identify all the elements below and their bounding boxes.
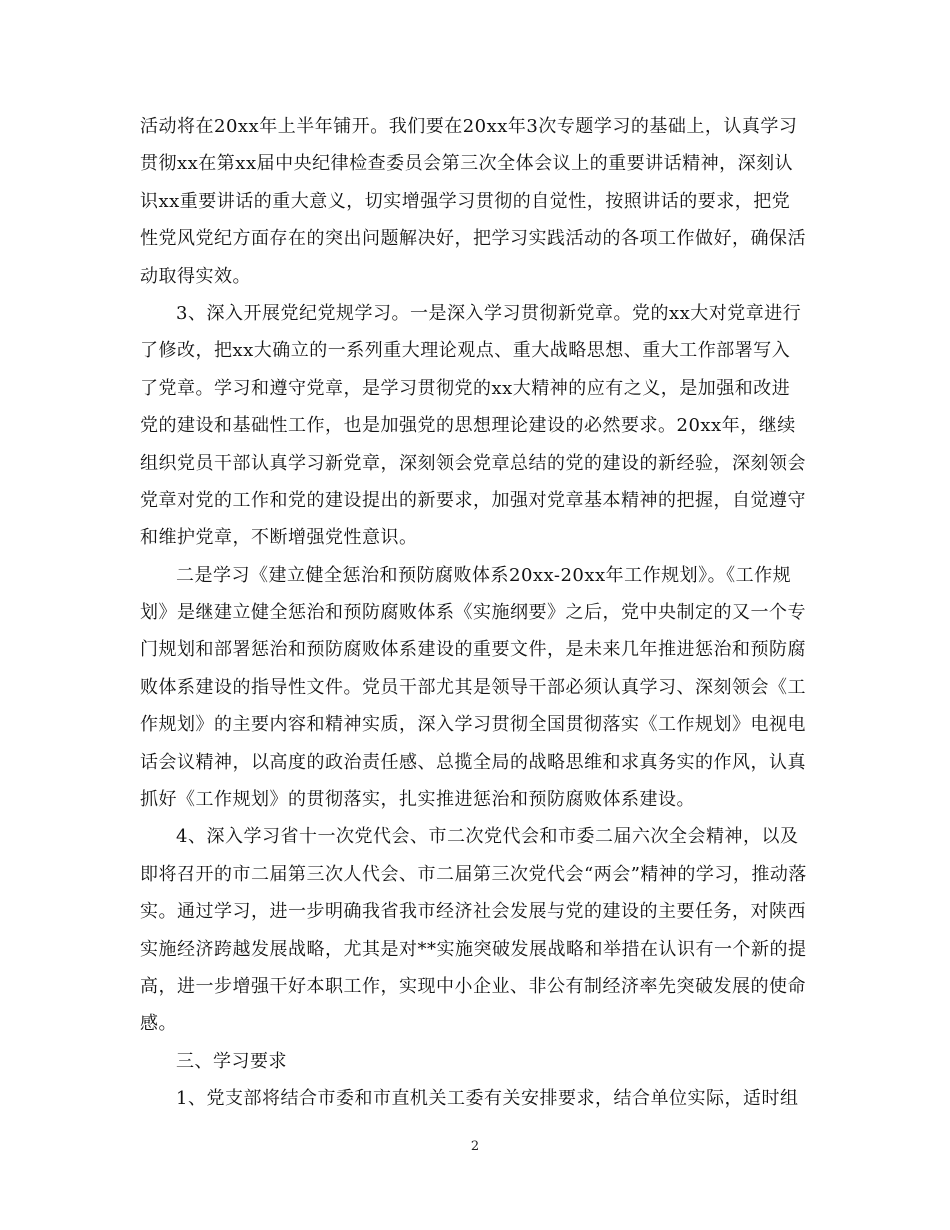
section-heading [140, 1043, 808, 1080]
text-line: 三、学习要求 [176, 1050, 287, 1072]
text-line: 作规划》的主要内容和精神实质，深入学习贯彻全国贯彻落实《工作规划》电视电 [140, 714, 806, 736]
text-line: 了党章。学习和遵守党章，是学习贯彻党的xx大精神的应有之义，是加强和改进 [140, 377, 791, 399]
text-line: 即将召开的市二届第三次人代会、市二届第三次党代会“两会”精神的学习，推动落 [140, 863, 807, 885]
paragraph [140, 108, 808, 295]
text-line: 3、深入开展党纪党规学习。一是深入学习贯彻新党章。党的xx大对党章进行 [176, 302, 802, 324]
text-line: 性党风党纪方面存在的突出问题解决好，把学习实践活动的各项工作做好，确保活 [140, 228, 806, 250]
text-line: 划》是继建立健全惩治和预防腐败体系《实施纲要》之后，党中央制定的又一个专 [140, 602, 806, 624]
text-line: 党章对党的工作和党的建设提出的新要求，加强对党章基本精神的把握，自觉遵守 [140, 489, 806, 511]
text-line: 1、党支部将结合市委和市直机关工委有关安排要求，结合单位实际，适时组 [176, 1088, 799, 1110]
text-line: 组织党员干部认真学习新党章，深刻领会党章总结的党的建设的新经验，深刻领会 [140, 452, 806, 474]
paragraph [140, 295, 808, 557]
text-line: 实施经济跨越发展战略，尤其是对**实施突破发展战略和举措在认识有一个新的提 [140, 938, 807, 960]
text-line: 感。 [140, 1013, 177, 1035]
text-line: 活动将在20xx年上半年铺开。我们要在20xx年3次专题学习的基础上，认真学习 [140, 116, 798, 137]
paragraph [140, 557, 808, 819]
paragraph [140, 1080, 808, 1117]
text-line: 了修改，把xx大确立的一系列重大理论观点、重大战略思想、重大工作部署写入 [140, 340, 791, 362]
text-line: 败体系建设的指导性文件。党员干部尤其是领导干部必须认真学习、深刻领会《工 [140, 676, 806, 698]
paragraph [140, 818, 808, 1042]
text-line: 二是学习《建立健全惩治和预防腐败体系20xx-20xx年工作规划》。《工作规 [176, 564, 792, 586]
text-line: 高，进一步增强干好本职工作，实现中小企业、非公有制经济率先突破发展的使命 [140, 975, 806, 997]
text-line: 实。通过学习，进一步明确我省我市经济社会发展与党的建设的主要任务，对陕西 [140, 901, 806, 923]
text-line: 话会议精神，以高度的政治责任感、总揽全局的战略思维和求真务实的作风，认真 [140, 751, 806, 773]
text-line: 动取得实效。 [140, 265, 251, 287]
text-line: 门规划和部署惩治和预防腐败体系建设的重要文件，是未来几年推进惩治和预防腐 [140, 639, 806, 661]
document-body [140, 108, 808, 1118]
text-line: 和维护党章，不断增强党性意识。 [140, 527, 418, 549]
page-number: 2 [470, 1139, 480, 1154]
text-line: 抓好《工作规划》的贯彻落实，扎实推进惩治和预防腐败体系建设。 [140, 789, 695, 811]
text-line: 4、深入学习省十一次党代会、市二次党代会和市委二届六次全会精神，以及 [176, 826, 799, 848]
text-line: 党的建设和基础性工作，也是加强党的思想理论建设的必然要求。20xx年，继续 [140, 415, 796, 437]
text-line: 识xx重要讲话的重大意义，切实增强学习贯彻的自觉性，按照讲话的要求，把党 [140, 190, 791, 212]
text-line: 贯彻xx在第xx届中央纪律检查委员会第三次全体会议上的重要讲话精神，深刻认 [140, 153, 794, 175]
